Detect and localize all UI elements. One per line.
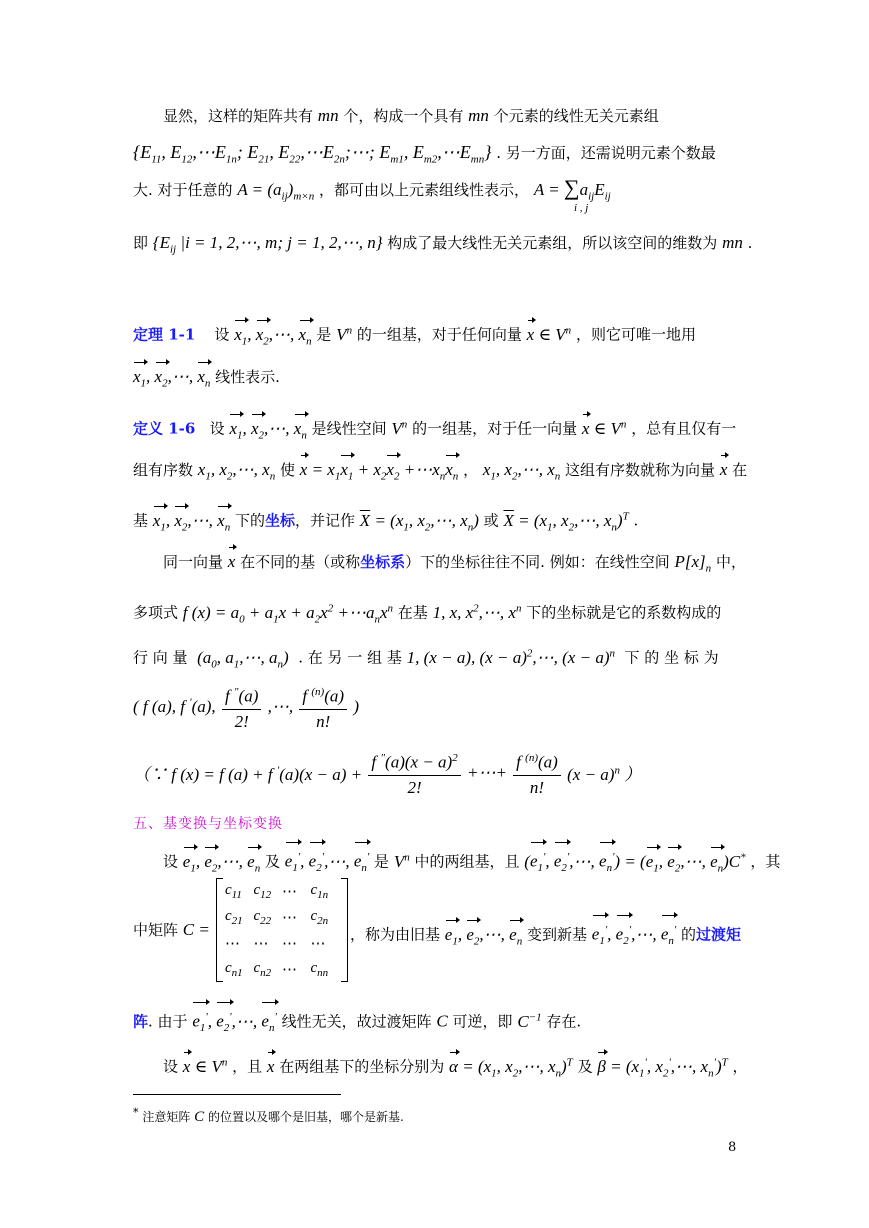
math-old-basis: $e_1$, $e_2,\cdots$, $e_n$ bbox=[183, 852, 260, 871]
footnote-text: 的位置以及哪个是旧基，哪个是新基. bbox=[208, 1110, 404, 1124]
para3-text: ，称为由旧基 bbox=[350, 925, 441, 944]
para3-text: 中矩阵 bbox=[133, 921, 179, 939]
definition-text: ，总有且仅有一 bbox=[631, 419, 737, 438]
para3-text: 设 bbox=[163, 1057, 179, 1076]
para1-text: 即 bbox=[133, 234, 149, 252]
math-linear-combination: $x = x_1x_1 + x_2x_2$ $+\cdots x_nx_n$ bbox=[300, 460, 459, 479]
definition-text: 这组有序数就称为向量 bbox=[565, 461, 716, 479]
footnote-text: 注意矩阵 bbox=[142, 1110, 191, 1124]
math-x-vec: x bbox=[267, 1057, 275, 1076]
math-coordinate-row: $\overline{X} = (x_1$, $x_2,\cdots$, $x_n$) bbox=[359, 510, 479, 534]
matrix-row: $c_{n1}$ $c_{n2}$ ⋯ $c_{nn}$ bbox=[225, 959, 329, 979]
math-polynomial: f $(x) = a_0 + a_1x + a_2x^2$ $+\cdots a_nx^n$ bbox=[182, 602, 393, 626]
math-c: C bbox=[436, 1011, 448, 1031]
para2-text: 行 向 量 bbox=[133, 648, 188, 667]
para2-text: ）下的坐标往往不同. 例如：在线性空间 bbox=[405, 553, 670, 571]
math-c-inverse: $C^{-1}$ bbox=[517, 1011, 542, 1031]
math-new-basis: $e_1'$, $e_2',\cdots$, $e_n'$ bbox=[592, 925, 676, 944]
theorem-line1 bbox=[133, 318, 696, 353]
footnote bbox=[133, 1104, 404, 1126]
para3-line2-rest bbox=[350, 918, 741, 953]
para2-text: 多项式 bbox=[133, 603, 179, 622]
definition-text: ， bbox=[463, 461, 479, 479]
matrix-row: ⋯ ⋯ ⋯ ⋯ bbox=[225, 935, 326, 952]
para3-text: ， bbox=[732, 1057, 748, 1076]
definition-text: ，并记作 bbox=[295, 511, 356, 530]
theorem-text: 设 bbox=[214, 325, 230, 344]
para2-text: 下的坐标就是它的系数构成的 bbox=[526, 603, 722, 622]
para1-text: 个，构成一个具有 bbox=[343, 107, 464, 125]
definition-text: 是线性空间 bbox=[311, 419, 387, 438]
para3-line2 bbox=[133, 918, 210, 942]
math-transition-equation: ($e_1'$, $e_2',\cdots$, $e_n') = (e_1$, $e_2,\cdots$, $e_n)C^*$ bbox=[524, 852, 745, 871]
math-coordinate-col: $\overline{X} = (x_1$, $x_2,\cdots$, $x_n)^T$ bbox=[503, 510, 629, 534]
math-taylor-expansion: （∵ f (x) = f (a) + f '(a)(x − a) + $\frac{f ^"(a)(x - a)^2}{2!}$ +⋯+ $\frac{f ^{(n)}(a)}{n!}$ $(x - a)^n$ ） bbox=[133, 748, 641, 798]
math-scalars: $x_1$, $x_2,\cdots$, $x_n$ bbox=[482, 460, 561, 483]
para1-text: 大. 对于任意的 bbox=[133, 181, 233, 199]
math-element-set: {$E_{11}$, $E_{12},\cdots E_{1n}$; $E_{21}$, $E_{22},\cdots E_{2n};\cdots$; $E_{m1}$, $E_{m2},\cdots E_{mn}$} bbox=[133, 142, 492, 166]
definition-text: 在 bbox=[732, 461, 748, 479]
math-alpha: $\alpha = (x_1$, $x_2,\cdots$, $x_n)^T$ bbox=[449, 1056, 573, 1080]
section-heading: 五、基变换与坐标变换 bbox=[133, 816, 283, 832]
para3-text: 在两组基下的坐标分别为 bbox=[279, 1057, 445, 1076]
para3-text: 线性无关，故过渡矩阵 bbox=[281, 1012, 432, 1031]
math-coef-vector: ($a_0$, $a_1,\cdots$, $a_n$) bbox=[197, 647, 289, 671]
para2-text: 在基 bbox=[397, 603, 428, 622]
definition-text: . bbox=[633, 511, 639, 530]
theorem-label: 定理 1-1 bbox=[133, 325, 196, 344]
math-vn: $V^n$ bbox=[336, 324, 353, 344]
math-c: C bbox=[194, 1109, 205, 1125]
math-taylor-coordinates: ( f (a), f '(a), $\frac{f ^"(a)}{2!}$ ,⋯, $\frac{f ^{(n)}(a)}{n!}$ ) bbox=[133, 682, 359, 732]
math-x-in-vn: x ∈ $V^n$ bbox=[527, 325, 572, 344]
para1-text: 个元素的线性无关元素组 bbox=[493, 107, 659, 125]
para3-text: 的 bbox=[681, 925, 697, 944]
para3-text: ，且 bbox=[232, 1057, 263, 1076]
math-mn: mn bbox=[317, 106, 339, 125]
definition-text: 设 bbox=[209, 419, 225, 438]
para3-text: . 由于 bbox=[148, 1012, 188, 1031]
math-old-basis: $e_1$, $e_2,\cdots$, $e_n$ bbox=[445, 925, 522, 944]
math-new-basis: $e_1'$, $e_2',\cdots$, $e_n'$ bbox=[192, 1012, 276, 1031]
theorem-text: 线性表示. bbox=[215, 368, 280, 386]
definition-line2 bbox=[133, 458, 747, 488]
definition-text: 下的 bbox=[234, 511, 265, 530]
para2-line1 bbox=[163, 550, 746, 580]
para1-text: . bbox=[747, 234, 753, 252]
term-coordinate-system: 坐标系 bbox=[360, 553, 406, 571]
theorem-text: 的一组基，对于任何向量 bbox=[356, 325, 522, 344]
para3-text: 是 bbox=[374, 852, 390, 871]
definition-text: 的一组基，对于任一向量 bbox=[412, 419, 578, 438]
para2-text: 同一向量 bbox=[163, 553, 224, 571]
para1-text: 显然，这样的矩阵共有 bbox=[163, 107, 314, 125]
footnote-mark: * bbox=[133, 1106, 139, 1119]
transition-matrix bbox=[216, 878, 348, 982]
para2-line3 bbox=[133, 641, 719, 676]
math-shifted-basis: 1, (x − a), $(x - a)^2,\cdots$, $(x - a)^n$ bbox=[406, 647, 615, 667]
para2-text: 中， bbox=[715, 553, 746, 571]
para1-text: 构成了最大线性无关元素组，所以该空间的维数为 bbox=[387, 234, 718, 252]
math-px-n: $P[x]_n$ bbox=[674, 552, 712, 575]
math-new-basis: $e_1'$, $e_2',\cdots$, $e_n'$ bbox=[285, 852, 369, 871]
math-scalars: $x_1$, $x_2,\cdots$, $x_n$ bbox=[197, 460, 276, 483]
definition-text: 组有序数 bbox=[133, 461, 194, 479]
para3-text: 中的两组基，且 bbox=[414, 852, 520, 871]
math-vn: $V^n$ bbox=[391, 418, 408, 438]
para1-line1 bbox=[163, 104, 659, 128]
term-coordinate: 坐标 bbox=[264, 511, 295, 530]
math-basis-set: {$E_{ij}$ |i = 1, 2,⋯, m; j = 1, 2,⋯, n} bbox=[152, 233, 383, 256]
math-sum: $A = \sum a_{ij}E_{ij}$ bbox=[533, 175, 611, 203]
term-transition-matrix: 过渡矩 bbox=[696, 925, 742, 944]
math-mn: mn bbox=[722, 233, 743, 252]
math-x-vec: x bbox=[720, 460, 728, 479]
para3-line1 bbox=[163, 845, 780, 880]
math-basis-vectors: $x_1$, $x_2,\cdots$, $x_n$ bbox=[229, 419, 306, 438]
theorem-line2 bbox=[133, 365, 280, 395]
para3-text: ，其 bbox=[750, 852, 781, 871]
matrix-row: $c_{21}$ $c_{22}$ ⋯ $c_{2n}$ bbox=[225, 907, 329, 927]
definition-label: 定义 1-6 bbox=[133, 419, 196, 438]
theorem-text: ，则它可唯一地用 bbox=[575, 325, 696, 344]
definition-line3 bbox=[133, 504, 638, 539]
para1-line4 bbox=[133, 231, 752, 261]
para3-text: 及 bbox=[577, 1057, 593, 1076]
math-beta: $\beta = (x_1'$, $x_2',\cdots$, $x_n')^T$ bbox=[597, 1056, 728, 1080]
para3-line3 bbox=[133, 1005, 581, 1040]
math-monomial-basis: 1, x, $x^2,\cdots$, $x^n$ bbox=[432, 602, 522, 622]
para3-text: 及 bbox=[264, 852, 280, 871]
math-basis-vectors: $x_1$, $x_2,\cdots$, $x_n$ bbox=[153, 511, 230, 530]
math-sum-index: i , j bbox=[574, 202, 589, 214]
definition-text: 基 bbox=[133, 511, 149, 530]
para2-line2 bbox=[133, 596, 721, 631]
para3-text: 存在. bbox=[546, 1012, 582, 1031]
para3-line4 bbox=[163, 1050, 748, 1085]
para2-text: 在不同的基（或称 bbox=[240, 553, 361, 571]
math-x-in-vn: x ∈ $V^n$ bbox=[183, 1057, 228, 1076]
math-matrix-a: $A = (a_{ij})_{m\times n}$ bbox=[237, 180, 315, 203]
math-c-eq: C = bbox=[182, 920, 210, 939]
page-number: 8 bbox=[728, 1140, 737, 1155]
footnote-rule bbox=[133, 1094, 341, 1095]
definition-line1 bbox=[133, 412, 736, 447]
math-x-vec: x bbox=[228, 552, 236, 571]
theorem-text: 是 bbox=[316, 325, 332, 344]
para1-text: . 另一方面，还需说明元素个数最 bbox=[496, 144, 716, 162]
para1-text: ，都可由以上元素组线性表示， bbox=[319, 181, 530, 199]
para1-line2 bbox=[133, 140, 716, 172]
math-basis-vectors: $x_1$, $x_2,\cdots$, $x_n$ bbox=[234, 325, 311, 344]
definition-text: 或 bbox=[483, 511, 499, 530]
math-x-in-vn: x ∈ $V^n$ bbox=[582, 419, 627, 438]
matrix-row: $c_{11}$ $c_{12}$ ⋯ $c_{1n}$ bbox=[225, 881, 329, 901]
math-vn: $V^n$ bbox=[393, 851, 410, 871]
definition-text: 使 bbox=[279, 461, 295, 479]
term-transition-matrix-end: 阵 bbox=[133, 1012, 149, 1031]
para1-line3 bbox=[133, 176, 611, 208]
para3-text: 设 bbox=[163, 852, 179, 871]
para3-text: 可逆，即 bbox=[452, 1012, 513, 1031]
para2-text: . 在 另 一 组 基 bbox=[298, 648, 402, 667]
math-mn: mn bbox=[468, 106, 489, 125]
math-basis-vectors: $x_1$, $x_2,\cdots$, $x_n$ bbox=[133, 367, 210, 386]
para3-text: 变到新基 bbox=[526, 925, 587, 944]
para2-text: 下 的 坐 标 为 bbox=[624, 648, 719, 667]
